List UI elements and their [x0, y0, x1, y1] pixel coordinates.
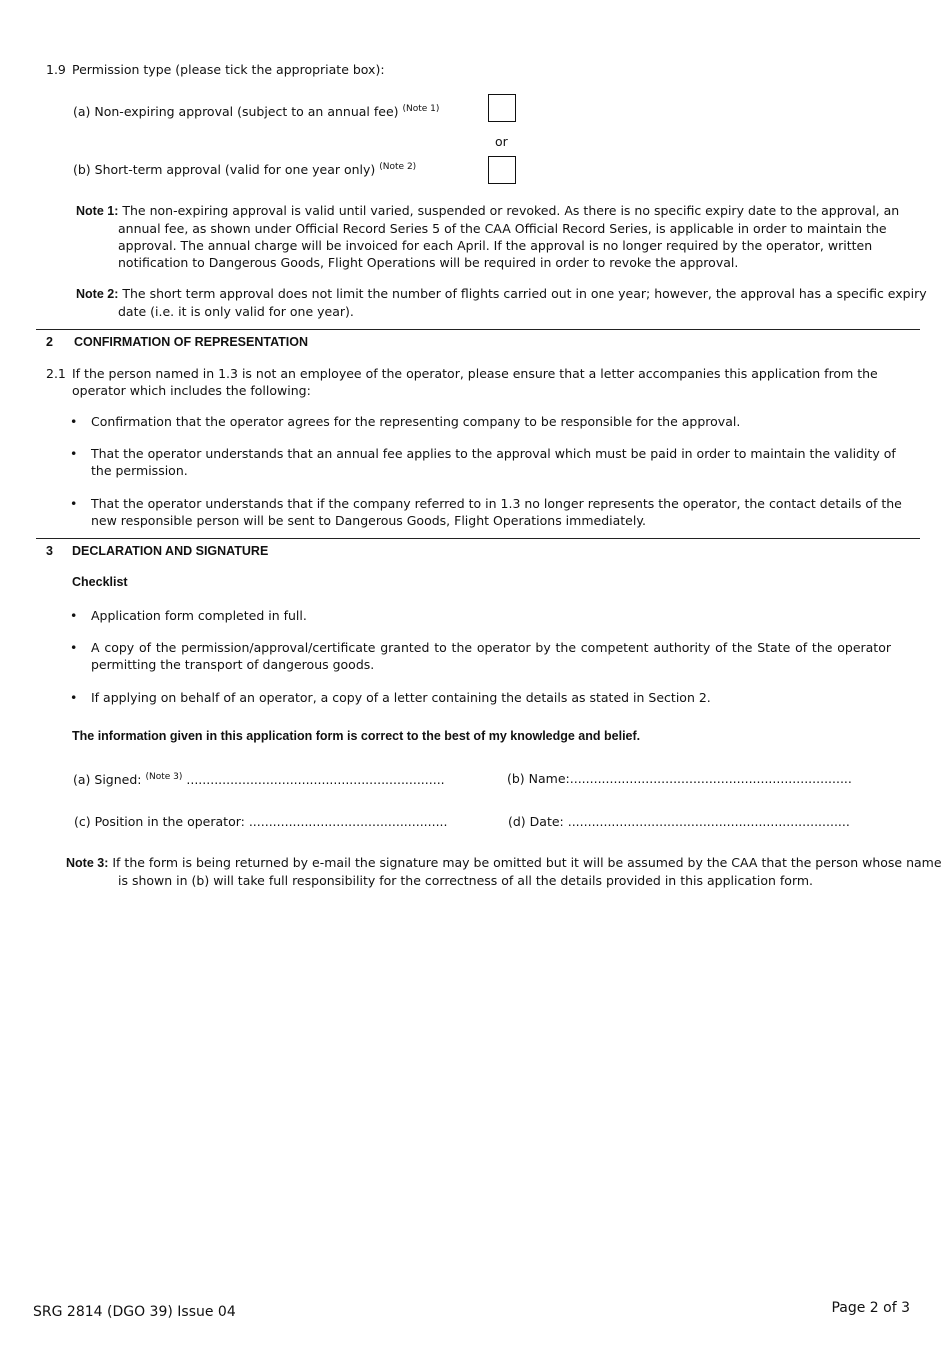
- section-3-heading: DECLARATION AND SIGNATURE: [72, 544, 269, 558]
- footer-page-number: Page 2 of 3: [831, 1300, 910, 1316]
- bullet-icon: •: [70, 608, 78, 623]
- bullet-icon: •: [70, 640, 78, 655]
- note-2-text: The short term approval does not limit the number of flights carried out in one year; however, the approval has a specific expiry date (i.e. it is only valid for one year).: [118, 286, 927, 319]
- option-a: [73, 101, 439, 120]
- signed-dots: .................................................................: [182, 772, 445, 787]
- or-text: or: [495, 134, 508, 149]
- divider-1: [36, 329, 920, 330]
- position-field[interactable]: [74, 813, 448, 830]
- option-a-label: (a) Non-expiring approval (subject to an annual fee): [73, 104, 399, 119]
- bullet-icon: •: [70, 496, 78, 511]
- note-3: [66, 854, 948, 889]
- option-a-checkbox[interactable]: [488, 94, 516, 122]
- section-2-bullet-1: Confirmation that the operator agrees for the representing company to be responsible for the approval.: [91, 414, 741, 429]
- signed-field[interactable]: [73, 769, 445, 788]
- section-2-bullet-3: That the operator understands that if the company referred to in 1.3 no longer represents the operator, the contact details of the new responsible person will be sent to Dangerous Goods, Flight Operations immediately.: [91, 496, 902, 528]
- date-field[interactable]: [508, 813, 850, 830]
- section-2-1-text: If the person named in 1.3 is not an employee of the operator, please ensure that a letter accompanies this application from the operator which includes the following:: [72, 366, 878, 398]
- bullet-icon: •: [70, 446, 78, 461]
- position-dots: ..................................................: [244, 814, 448, 829]
- position-label: (c) Position in the operator:: [74, 814, 245, 829]
- note-3-text: If the form is being returned by e-mail the signature may be omitted but it will be assumed by the CAA that the person whose name is shown in (b) will take full responsibility for the correctness of all the details provided in this application form.: [112, 855, 942, 888]
- section-1-9-number: 1.9: [46, 62, 66, 77]
- note-2: [76, 285, 942, 320]
- option-a-note: (Note 1): [402, 104, 440, 114]
- section-3-number: 3: [46, 544, 53, 558]
- section-2-number: 2: [46, 335, 53, 349]
- checklist-title: Checklist: [72, 575, 128, 589]
- note-2-label: Note 2:: [76, 287, 119, 301]
- divider-2: [36, 538, 920, 539]
- date-label: (d) Date:: [508, 814, 564, 829]
- option-b-checkbox[interactable]: [488, 156, 516, 184]
- bullet-icon: •: [70, 414, 78, 429]
- checklist-item-2: A copy of the permission/approval/certificate granted to the operator by the competent authority of the State of the operator permitting the transport of dangerous goods.: [91, 640, 891, 672]
- checklist-item-3: If applying on behalf of an operator, a copy of a letter containing the details as stated in Section 2.: [91, 690, 711, 705]
- name-field[interactable]: [507, 770, 852, 787]
- declaration-statement: The information given in this application form is correct to the best of my knowledge and belief.: [72, 729, 641, 743]
- checklist-item-1: Application form completed in full.: [91, 608, 307, 623]
- note-1: [76, 202, 942, 271]
- date-dots: .......................................................................: [563, 814, 850, 829]
- section-2-1-number: 2.1: [46, 366, 66, 381]
- signed-label: (a) Signed:: [73, 772, 142, 787]
- name-label: (b) Name:: [507, 771, 570, 786]
- note-3-label: Note 3:: [66, 856, 109, 870]
- option-b-note: (Note 2): [379, 162, 417, 172]
- bullet-icon: •: [70, 690, 78, 705]
- option-b: [73, 159, 416, 178]
- option-b-label: (b) Short-term approval (valid for one year only): [73, 162, 376, 177]
- note-1-label: Note 1:: [76, 204, 119, 218]
- note-1-text: The non-expiring approval is valid until varied, suspended or revoked. As there is no specific expiry date to the approval, an annual fee, as shown under Official Record Series 5 of the CAA Official Record Series, is applicable in order to maintain the approval. The annual charge will be invoiced for each April. If the approval is no longer required by the operator, written notification to Dangerous Goods, Flight Operations will be required in order to revoke the approval.: [118, 203, 900, 270]
- section-2-heading: CONFIRMATION OF REPRESENTATION: [74, 335, 309, 349]
- name-dots: .......................................................................: [569, 771, 852, 786]
- footer-form-ref: SRG 2814 (DGO 39) Issue 04: [33, 1304, 236, 1320]
- signed-note: (Note 3): [145, 772, 183, 782]
- section-2-bullet-2: That the operator understands that an annual fee applies to the approval which must be paid in order to maintain the validity of the permission.: [91, 446, 896, 478]
- section-1-9-title: Permission type (please tick the appropriate box):: [72, 62, 385, 77]
